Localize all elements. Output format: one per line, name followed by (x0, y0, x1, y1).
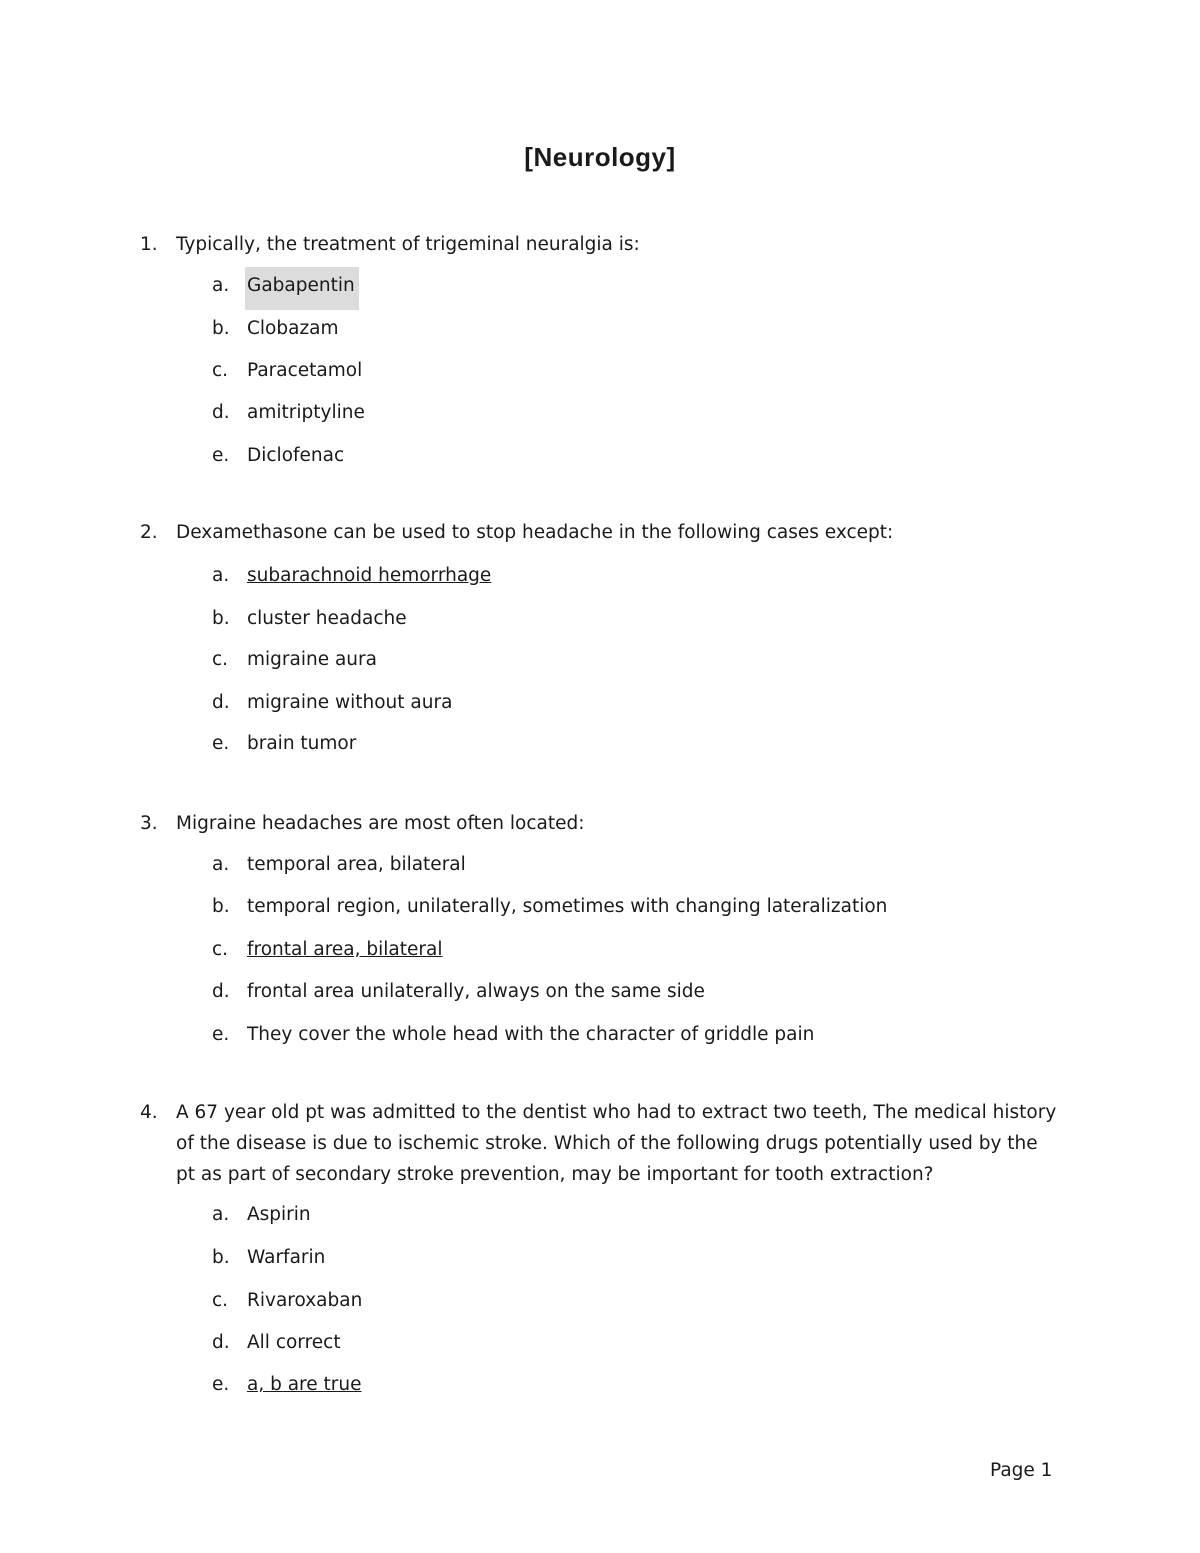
option-3e (212, 1023, 814, 1047)
option-3a (212, 853, 466, 877)
question-text: Migraine headaches are most often located: (176, 813, 585, 834)
question-number: 2. (140, 522, 158, 543)
option-text: Rivaroxaban (247, 1290, 363, 1311)
option-letter: e. (212, 1374, 230, 1395)
question-3 (140, 808, 1060, 839)
option-text: Warfarin (247, 1247, 326, 1268)
option-letter: c. (212, 1290, 229, 1311)
option-text: frontal area unilaterally, always on the same side (247, 981, 705, 1002)
option-2d (212, 691, 452, 715)
option-text-underlined: a, b are true (247, 1374, 362, 1395)
option-letter: d. (212, 981, 230, 1002)
option-letter: d. (212, 1332, 230, 1353)
option-text: brain tumor (247, 733, 357, 754)
option-letter: b. (212, 896, 230, 917)
option-letter: c. (212, 649, 229, 670)
option-2e (212, 732, 356, 756)
option-letter: a. (212, 1204, 230, 1225)
question-4 (140, 1097, 1060, 1190)
option-letter: a. (212, 275, 230, 296)
option-letter: d. (212, 402, 230, 423)
option-letter: b. (212, 608, 230, 629)
option-letter: e. (212, 1024, 230, 1045)
option-text: Paracetamol (247, 360, 363, 381)
option-text-highlighted: Gabapentin (245, 267, 359, 310)
option-text: migraine without aura (247, 692, 453, 713)
question-text: A 67 year old pt was admitted to the dentist who had to extract two teeth, The medical history of the disease is due to ischemic stroke. Which of the following drugs potentially used by the pt as part of secondary stroke prevention, may be important for tooth extraction? (176, 1102, 1057, 1185)
option-text-underlined: frontal area, bilateral (247, 939, 443, 960)
option-letter: e. (212, 733, 230, 754)
option-text: amitriptyline (247, 402, 365, 423)
option-4b (212, 1246, 325, 1270)
question-number: 1. (140, 234, 158, 255)
option-4a (212, 1203, 311, 1227)
option-letter: a. (212, 565, 230, 586)
option-2a (212, 564, 491, 588)
question-text: Typically, the treatment of trigeminal neuralgia is: (176, 234, 640, 255)
option-text-underlined: subarachnoid hemorrhage (247, 565, 492, 586)
option-text: Diclofenac (247, 445, 345, 466)
option-text: Aspirin (247, 1204, 311, 1225)
option-1e (212, 444, 344, 468)
option-1b (212, 317, 339, 341)
option-text: temporal area, bilateral (247, 854, 466, 875)
option-letter: b. (212, 318, 230, 339)
option-3d (212, 980, 705, 1004)
question-number: 3. (140, 813, 158, 834)
option-text: All correct (247, 1332, 341, 1353)
option-3c (212, 938, 442, 962)
option-2b (212, 607, 407, 631)
option-4e (212, 1373, 362, 1397)
option-letter: d. (212, 692, 230, 713)
option-letter: e. (212, 445, 230, 466)
option-3b (212, 895, 887, 919)
option-text: cluster headache (247, 608, 407, 629)
option-4d (212, 1331, 341, 1355)
option-text: They cover the whole head with the character of griddle pain (247, 1024, 815, 1045)
document-title: [Neurology] (524, 142, 676, 172)
option-1d (212, 401, 365, 425)
question-2 (140, 517, 1060, 548)
question-1 (140, 229, 1060, 260)
option-1c (212, 359, 362, 383)
option-text: migraine aura (247, 649, 377, 670)
option-text: Clobazam (247, 318, 339, 339)
question-text: Dexamethasone can be used to stop headache in the following cases except: (176, 522, 894, 543)
option-1a (212, 274, 359, 298)
option-letter: b. (212, 1247, 230, 1268)
option-letter: c. (212, 939, 229, 960)
option-letter: a. (212, 854, 230, 875)
option-letter: c. (212, 360, 229, 381)
option-4c (212, 1289, 362, 1313)
question-number: 4. (140, 1102, 158, 1123)
option-text: temporal region, unilaterally, sometimes with changing lateralization (247, 896, 888, 917)
page-number: Page 1 (990, 1460, 1053, 1481)
option-2c (212, 648, 377, 672)
